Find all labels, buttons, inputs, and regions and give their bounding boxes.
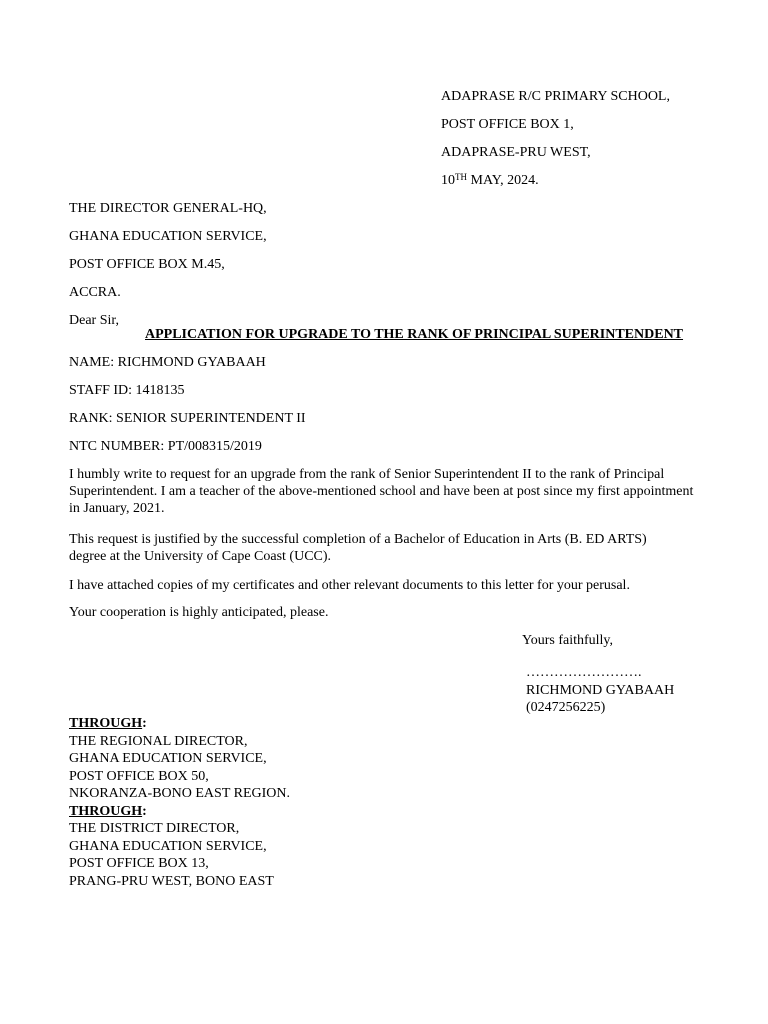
through-regional-line-4: NKORANZA-BONO EAST REGION. [69, 786, 291, 801]
detail-rank: RANK: SENIOR SUPERINTENDENT II [69, 411, 306, 426]
sender-box: POST OFFICE BOX 1, [441, 117, 574, 132]
paragraph-attachments: I have attached copies of my certificates and other relevant documents to this letter for your perusal. [69, 578, 630, 593]
paragraph-request: I humbly write to request for an upgrade from the rank of Senior Superintendent II to the rank of Principal Superintendent. I am a teacher of the above-mentioned school and have been at post since my first appointment in January, 2021. [69, 467, 694, 516]
detail-staff-id: STAFF ID: 1418135 [69, 383, 185, 398]
through-regional-block [69, 715, 290, 890]
through-district-line-4: PRANG-PRU WEST, BONO EAST [69, 873, 274, 889]
sender-town: ADAPRASE-PRU WEST, [441, 145, 591, 160]
through-heading: THROUGH: [69, 803, 147, 819]
valediction: Yours faithfully, [522, 633, 614, 648]
date-suffix: TH [455, 172, 467, 182]
signature-line: ……………………. [526, 665, 642, 680]
through-regional-line-3: POST OFFICE BOX 50, [69, 768, 209, 784]
through-district-line-1: THE DISTRICT DIRECTOR, [69, 821, 240, 836]
letter-date [441, 172, 539, 189]
signer-name: RICHMOND GYABAAH [526, 683, 675, 698]
recipient-line-3: POST OFFICE BOX M.45, [69, 257, 225, 272]
through-regional-line-2: GHANA EDUCATION SERVICE, [69, 751, 267, 766]
date-rest: MAY, 2024. [467, 173, 539, 188]
detail-name: NAME: RICHMOND GYABAAH [69, 355, 266, 370]
recipient-line-1: THE DIRECTOR GENERAL-HQ, [69, 201, 267, 216]
detail-ntc-number: NTC NUMBER: PT/008315/2019 [69, 439, 262, 454]
paragraph-justification: This request is justified by the successful completion of a Bachelor of Education in Arts (B. ED ARTS) degree at the University of Cape Coast (UCC). [69, 532, 647, 564]
date-day: 10 [441, 173, 455, 188]
signer-phone: (0247256225) [526, 700, 606, 715]
through-district-line-2: GHANA EDUCATION SERVICE, [69, 838, 267, 854]
through-heading: THROUGH: [69, 716, 147, 731]
paragraph-closing: Your cooperation is highly anticipated, please. [69, 605, 329, 620]
recipient-line-2: GHANA EDUCATION SERVICE, [69, 229, 267, 244]
sender-school: ADAPRASE R/C PRIMARY SCHOOL, [441, 89, 670, 104]
through-regional-line-1: THE REGIONAL DIRECTOR, [69, 733, 248, 749]
salutation: Dear Sir, [69, 313, 119, 328]
through-district-line-3: POST OFFICE BOX 13, [69, 856, 209, 871]
recipient-line-4: ACCRA. [69, 285, 121, 300]
subject-heading: APPLICATION FOR UPGRADE TO THE RANK OF PRINCIPAL SUPERINTENDENT [145, 327, 684, 342]
